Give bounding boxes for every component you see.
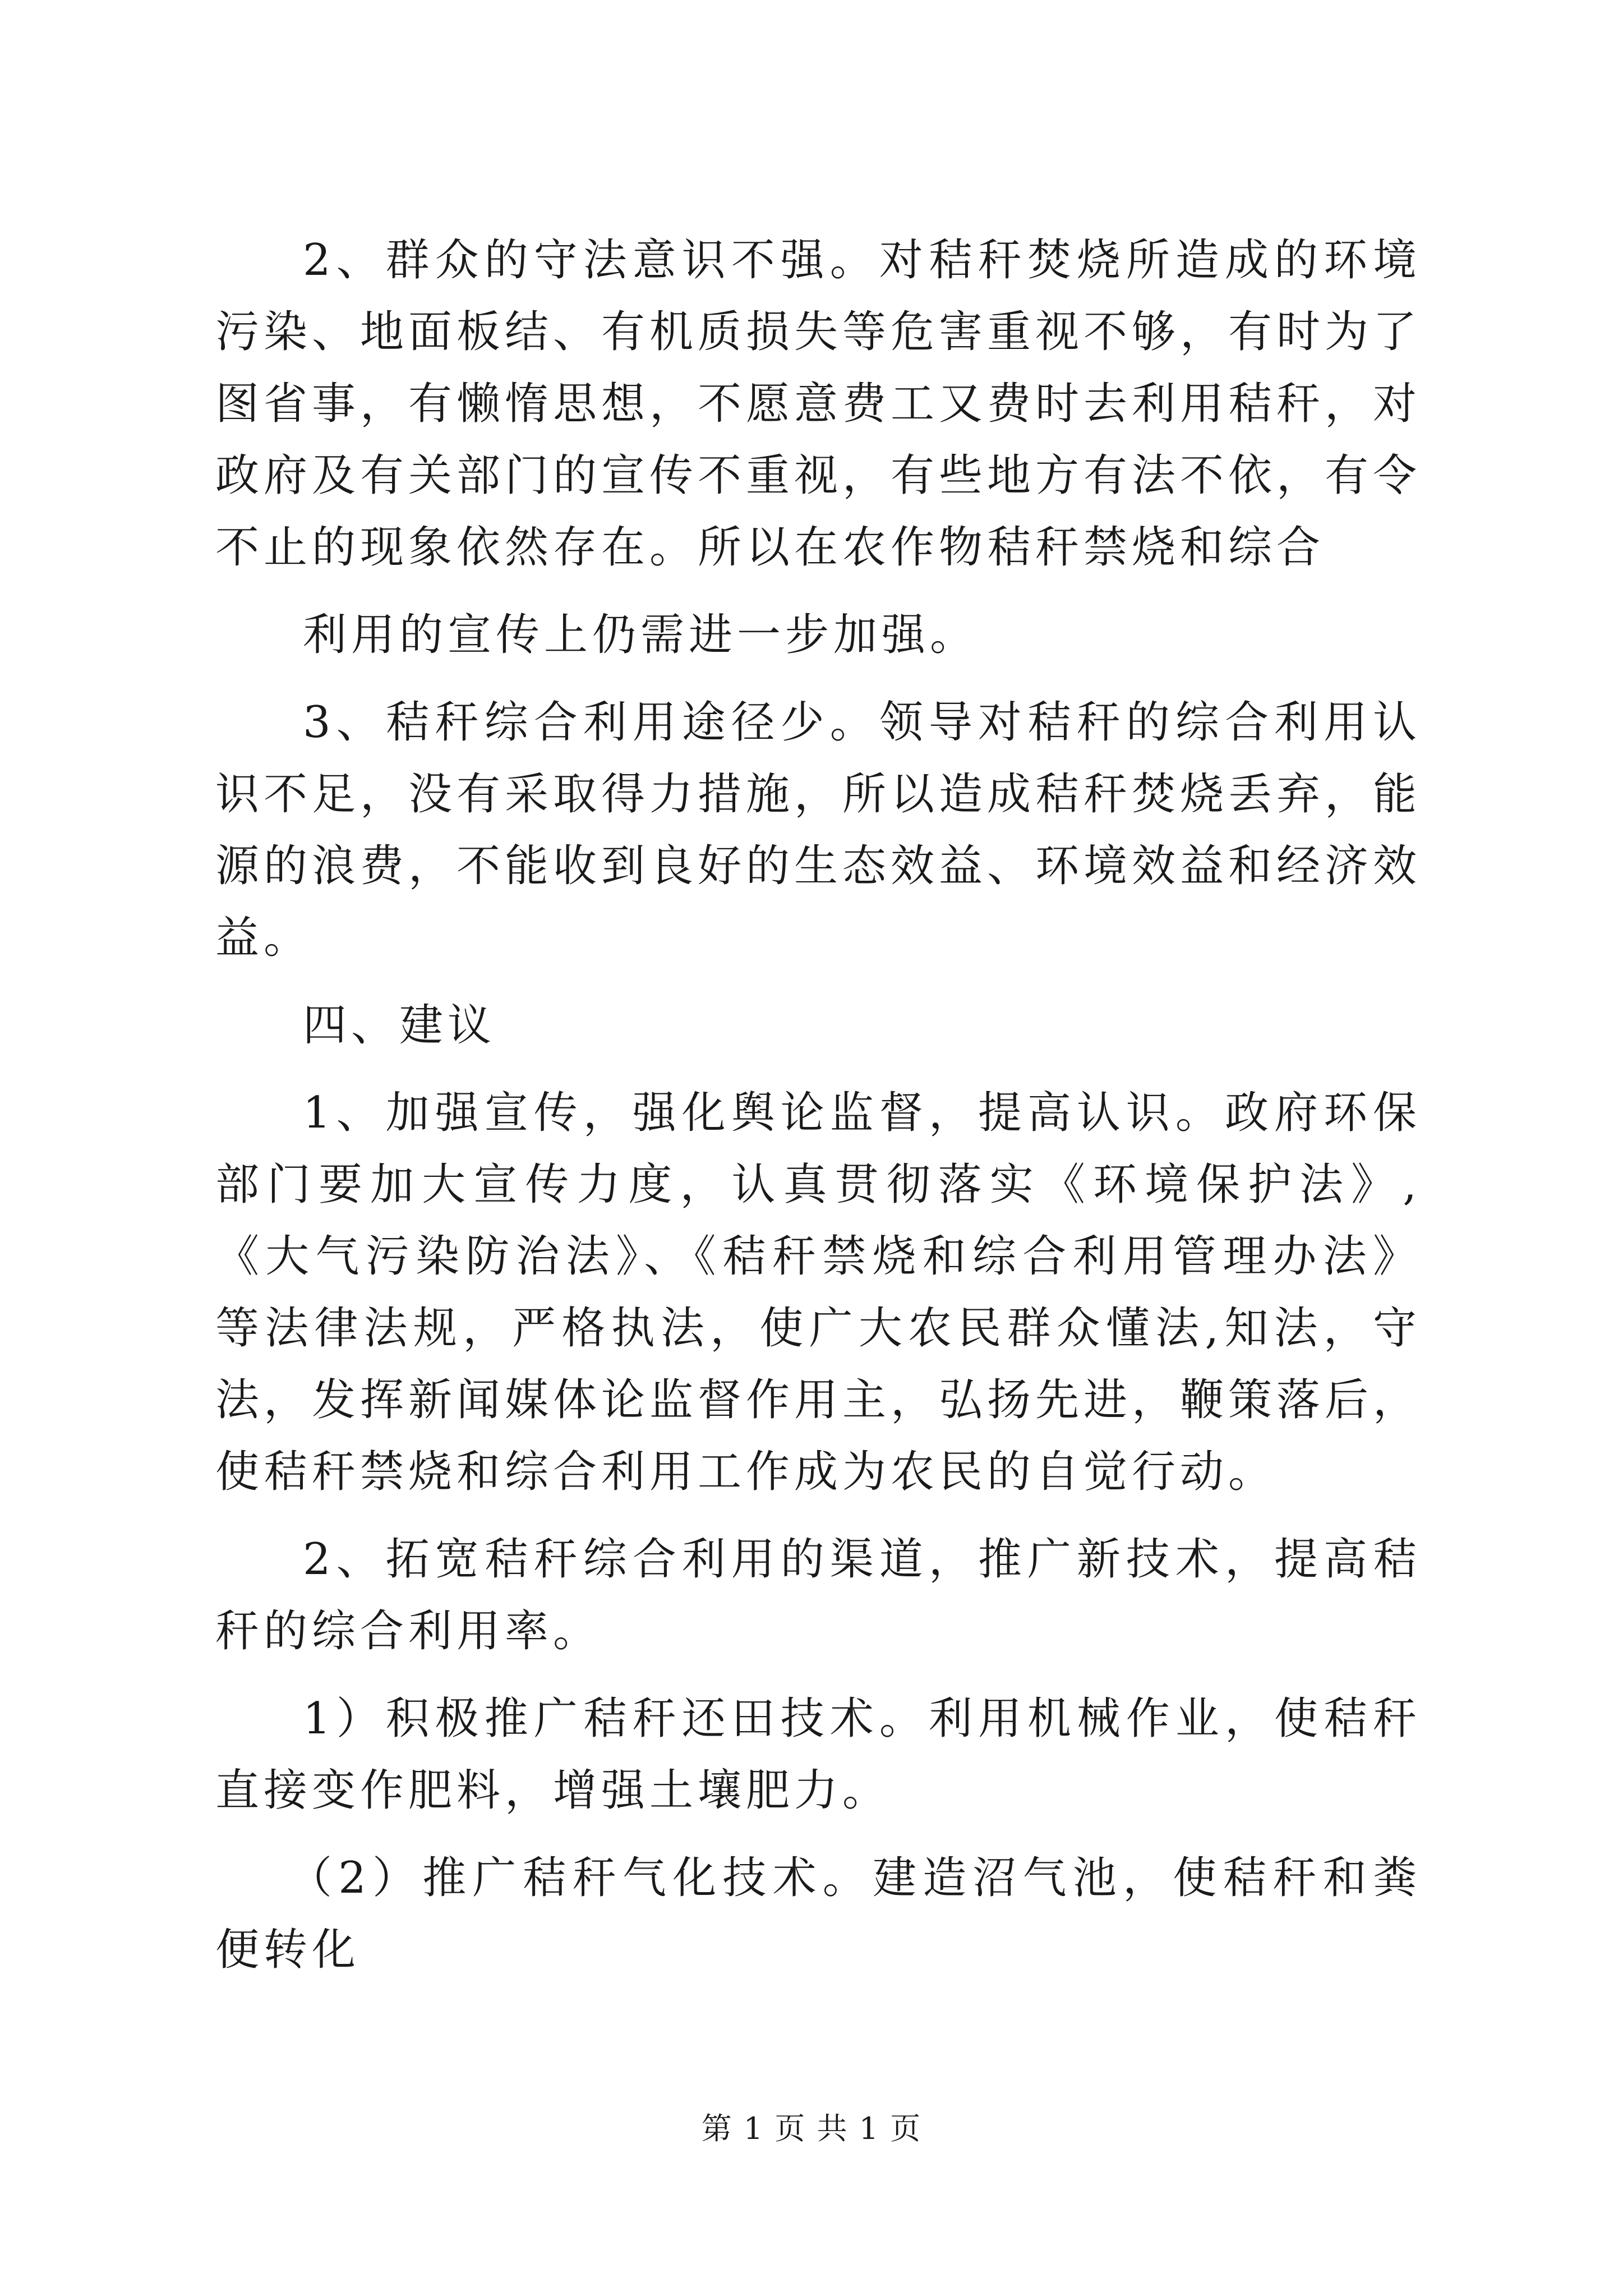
- page-footer: 第 1 页 共 1 页: [701, 2111, 922, 2146]
- paragraph-strengthen-publicity: 1、加强宣传，强化舆论监督，提高认识。政府环保部门要加大宣传力度，认真贯彻落实《环境保护法》,《大气污染防治法》、《秸秆禁烧和综合利用管理办法》等法律法规，严格执法，使广大农民群众懂法,知法，守法，发挥新闻媒体论监督作用主，弘扬先进，鞭策落后，使秸秆禁烧和综合利用工作成为农民的自觉行动。: [215, 1088, 1422, 1497]
- paragraph-utilization-channels: 3、秸秆综合利用途径少。领导对秸秆的综合利用认识不足，没有采取得力措施，所以造成秸秆焚烧丢弃，能源的浪费，不能收到良好的生态效益、环境效益和经济效益。: [215, 697, 1422, 963]
- paragraph-awareness: 2、群众的守法意识不强。对秸秆焚烧所造成的环境污染、地面板结、有机质损失等危害重视不够，有时为了图省事，有懒惰思想，不愿意费工又费时去利用秸秆，对政府及有关部门的宣传不重视，有些地方有法不依，有令不止的现象依然存在。所以在农作物秸秆禁烧和综合: [215, 235, 1422, 573]
- paragraph-awareness-continued: 利用的宣传上仍需进一步加强。: [303, 610, 979, 660]
- section-heading-suggestions: 四、建议: [303, 1000, 496, 1051]
- paragraph-straw-return: 1）积极推广秸秆还田技术。利用机械作业，使秸秆直接变作肥料，增强土壤肥力。: [215, 1694, 1421, 1816]
- document-body: [215, 224, 1421, 1986]
- paragraph-expand-channels: 2、拓宽秸秆综合利用的渠道，推广新技术，提高秸秆的综合利用率。: [215, 1534, 1421, 1657]
- paragraph-straw-gasification: （2）推广秸秆气化技术。建造沼气池，使秸秆和粪便转化: [215, 1853, 1421, 1975]
